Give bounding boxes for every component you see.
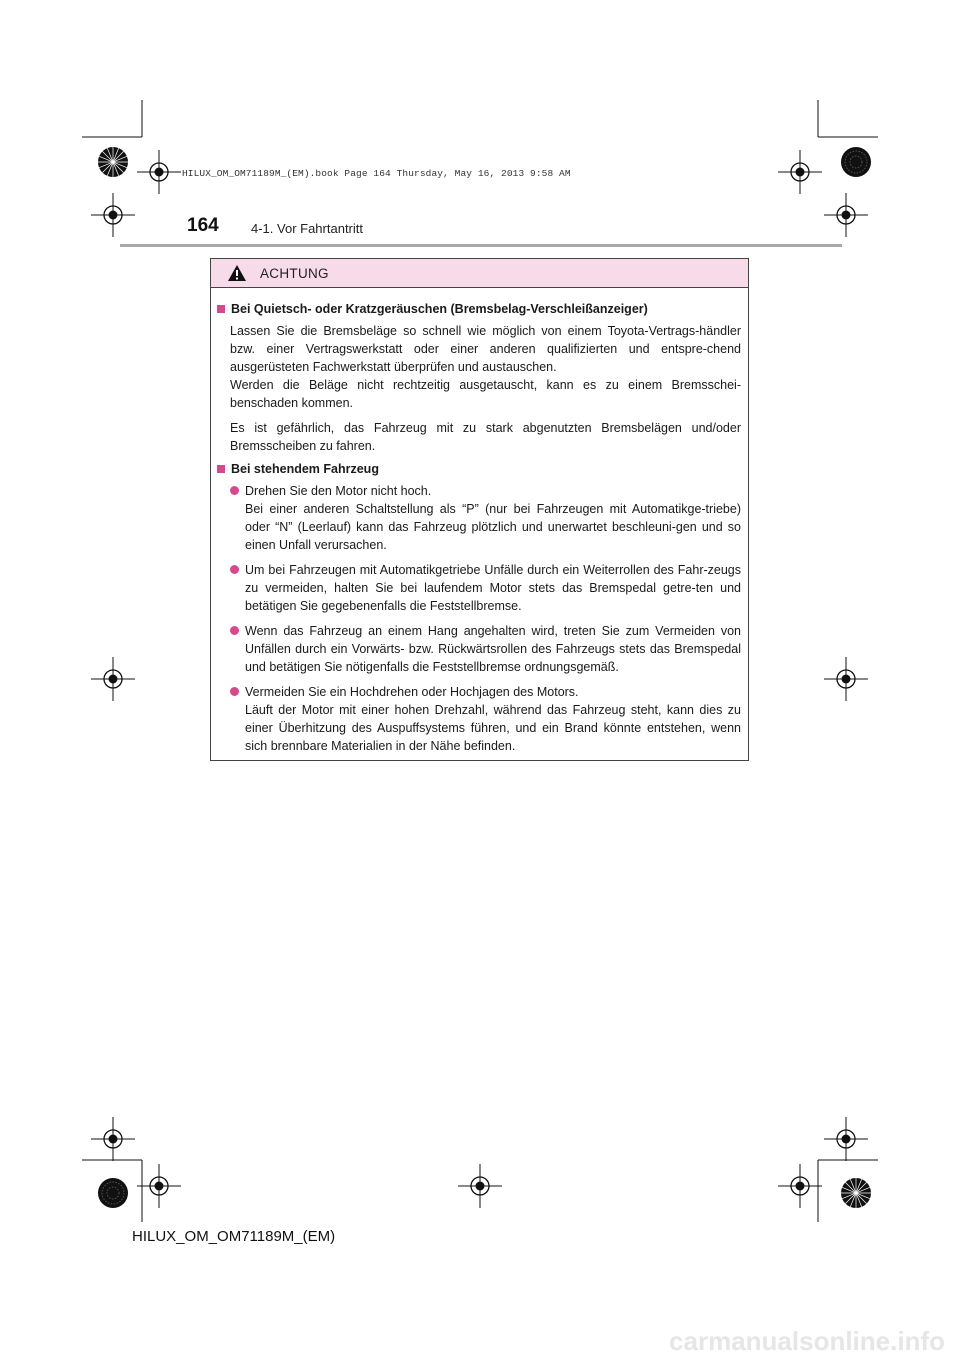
- warning-header: [211, 259, 748, 288]
- bullet-first-line: Drehen Sie den Motor nicht hoch.: [245, 484, 432, 498]
- square-bullet-icon: [217, 465, 225, 473]
- paragraph: Lassen Sie die Bremsbeläge so schnell wie möglich von einem Toyota-Vertrags-händler bzw. einer Vertragswerkstatt oder einer anderen qualifizierten und entspre-chend ausgerüsteten Fachwerkstatt überprüfen und austauschen.: [230, 324, 741, 374]
- warning-title: ACHTUNG: [260, 265, 329, 281]
- section-title: 4-1. Vor Fahrtantritt: [251, 221, 363, 236]
- square-bullet-icon: [217, 305, 225, 313]
- round-bullet-icon: [230, 687, 239, 696]
- bullet-continuation: Läuft der Motor mit einer hohen Drehzahl, während das Fahrzeug steht, kann dies zu einer Überhitzung des Auspuffsystems führen, und ein Brand könnte entstehen, wenn sich brennbare Materialien in der Nähe befinden.: [245, 703, 741, 753]
- print-info-line: HILUX_OM_OM71189M_(EM).book Page 164 Thursday, May 16, 2013 9:58 AM: [182, 168, 571, 179]
- list-item: [230, 622, 741, 676]
- round-bullet-icon: [230, 486, 239, 495]
- paragraph: Es ist gefährlich, das Fahrzeug mit zu stark abgenutzten Bremsbelägen und/oder Bremsscheiben zu fahren.: [230, 421, 741, 453]
- page-number: 164: [187, 215, 219, 236]
- list-item: [230, 561, 741, 615]
- watermark-text: carmanualsonline.info: [669, 1326, 945, 1356]
- model-code: HILUX_OM_OM71189M_(EM): [132, 1228, 336, 1245]
- subheading-stationary-vehicle: [217, 462, 741, 476]
- list-item-text: [245, 482, 741, 554]
- round-bullet-icon: [230, 626, 239, 635]
- warning-box: [210, 258, 749, 761]
- list-item-text: [245, 622, 741, 676]
- warning-triangle-icon: [227, 264, 247, 282]
- paragraph: Werden die Beläge nicht rechtzeitig ausgetauscht, kann es zu einem Bremsschei-benschaden kommen.: [230, 378, 741, 410]
- bullet-continuation: Bei einer anderen Schaltstellung als “P” (nur bei Fahrzeugen mit Automatikge-triebe) oder “N” (Leerlauf) kann das Fahrzeug plötzlich und unerwartet beschleuni-gen und so einen Unfall verursachen.: [245, 502, 741, 552]
- round-bullet-icon: [230, 565, 239, 574]
- bullet-first-line: Wenn das Fahrzeug an einem Hang angehalten wird, treten Sie zum Vermeiden von Unfällen durch ein Vorwärts- bzw. Rückwärtsrollen des Fahrzeugs stets das Bremspedal und betätigen Sie nötigenfalls die Feststellbremse ordnungsgemäß.: [245, 624, 741, 674]
- list-item: [230, 683, 741, 755]
- list-item-text: [245, 561, 741, 615]
- subheading-brake-noise: [217, 302, 741, 316]
- bullet-first-line: Um bei Fahrzeugen mit Automatikgetriebe Unfälle durch ein Weiterrollen des Fahr-zeugs zu vermeiden, halten Sie bei laufendem Motor stets das Bremspedal getre-ten und betätigen Sie gegebenenfalls die Feststellbremse.: [245, 563, 741, 613]
- watermark: [0, 1326, 960, 1358]
- list-item-text: [245, 683, 741, 755]
- bullet-first-line: Vermeiden Sie ein Hochdrehen oder Hochjagen des Motors.: [245, 685, 579, 699]
- list-item: [230, 482, 741, 554]
- subheading-text: Bei stehendem Fahrzeug: [231, 462, 379, 476]
- warning-body: [211, 288, 748, 755]
- header-rule: [120, 244, 842, 247]
- subheading-text: Bei Quietsch- oder Kratzgeräuschen (Bremsbelag-Verschleißanzeiger): [231, 302, 648, 316]
